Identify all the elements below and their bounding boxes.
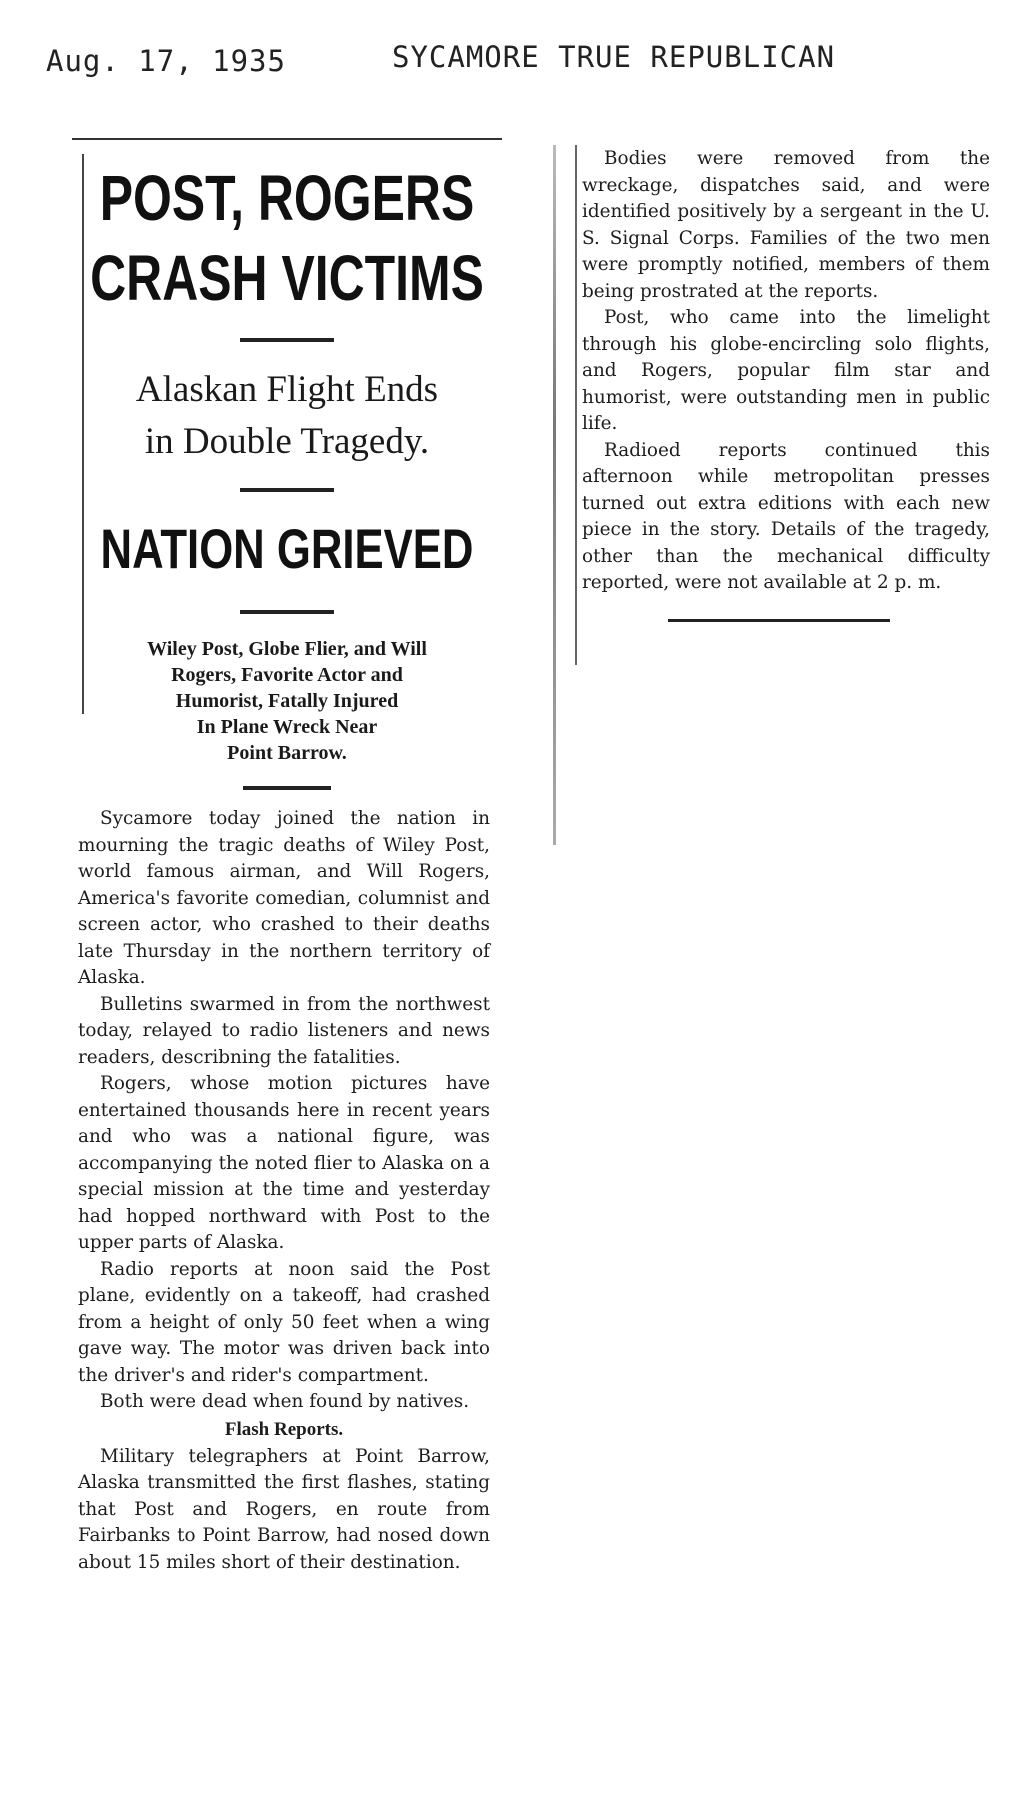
headline-divider — [240, 338, 334, 342]
summary-line-1: Wiley Post, Globe Flier, and Will — [147, 638, 427, 660]
section-subhead: Flash Reports. — [224, 1418, 344, 1440]
summary-deck — [72, 636, 502, 766]
summary-line-4: In Plane Wreck Near — [196, 716, 378, 738]
summary-divider — [240, 610, 334, 614]
deck-line-2: in Double Tragedy. — [144, 421, 430, 462]
headline-line-2: CRASH VICTIMS — [90, 242, 484, 314]
article-body-left — [72, 806, 490, 1576]
article-left-column — [72, 138, 502, 1576]
summary-line-2: Rogers, Favorite Actor and — [171, 664, 403, 686]
paragraph: Both were dead when found by natives. — [100, 1391, 470, 1412]
body-divider — [243, 786, 331, 790]
deck-divider — [240, 488, 334, 492]
newspaper-name: SYCAMORE TRUE REPUBLICAN — [392, 40, 836, 74]
column-edge-rule — [575, 145, 577, 665]
column-divider — [553, 145, 556, 845]
paragraph: Military telegraphers at Point Barrow, Alaska transmitted the first flashes, stating that Post and Rogers, en route from Fairbanks to Point Barrow, had nosed down about 15 miles short of their destination. — [78, 1445, 490, 1573]
deck-headline — [72, 364, 502, 468]
paragraph: Radioed reports continued this afternoon while metropolitan presses turned out extra editions with each new piece in the story. Details of the tragedy, other than the mechanical difficulty reported, were not available at 2 p. m. — [582, 439, 990, 593]
summary-line-5: Point Barrow. — [227, 742, 347, 764]
publication-date: Aug. 17, 1935 — [46, 44, 286, 78]
paragraph: Bodies were removed from the wreckage, dispatches said, and were identified positively by a sergeant in the U. S. Signal Corps. Families of the two men were promptly notified, members of them being prostrated at the reports. — [582, 148, 990, 302]
headline-line-1: POST, ROGERS — [99, 162, 475, 234]
article-right-column — [582, 146, 990, 622]
deck-line-1: Alaskan Flight Ends — [135, 369, 439, 410]
paragraph: Rogers, whose motion pictures have entertained thousands here in recent years and who was a national figure, was accompanying the noted flier to Alaska on a special mission at the time and yesterday had hopped northward with Post to the upper parts of Alaska. — [78, 1073, 490, 1253]
paragraph: Sycamore today joined the nation in mourning the tragic deaths of Wiley Post, world famous airman, and Will Rogers, America's favorite comedian, columnist and screen actor, who crashed to their deaths late Thursday in the northern territory of Alaska. — [78, 808, 490, 988]
secondary-headline: NATION GRIEVED — [100, 517, 474, 580]
main-headline — [73, 158, 502, 318]
summary-line-3: Humorist, Fatally Injured — [175, 690, 399, 712]
paragraph: Radio reports at noon said the Post plane, evidently on a takeoff, had crashed from a height of only 50 feet when a wing gave way. The motor was driven back into the driver's and rider's compartment. — [78, 1258, 490, 1386]
paragraph: Bulletins swarmed in from the northwest today, relayed to radio listeners and news readers, describning the fatalities. — [78, 993, 490, 1068]
end-of-article-rule — [668, 619, 890, 622]
paragraph: Post, who came into the limelight through his globe-encircling solo flights, and Rogers, popular film star and humorist, were outstanding men in public life. — [582, 307, 990, 434]
